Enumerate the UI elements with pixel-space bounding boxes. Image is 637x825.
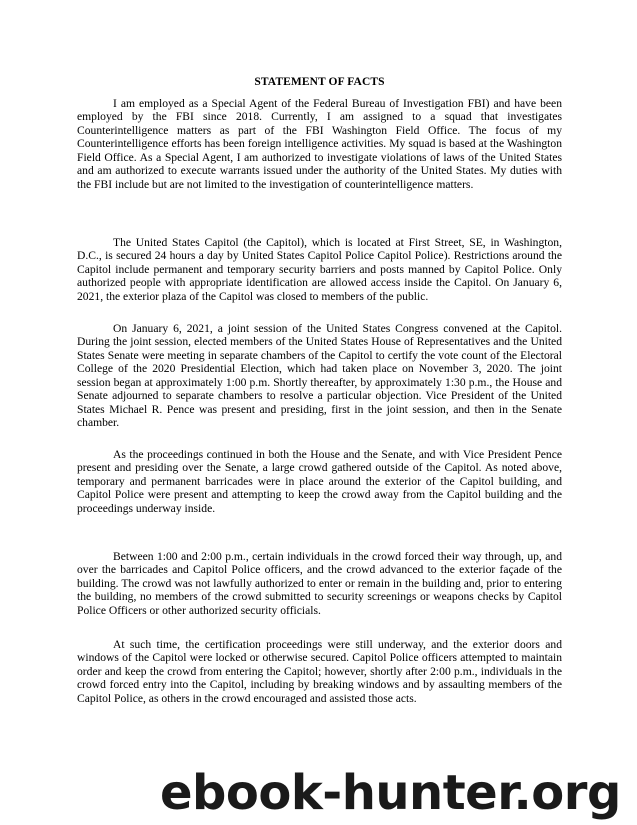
document-title: STATEMENT OF FACTS xyxy=(254,76,385,88)
paragraph-forced-entry: At such time, the certification proceedings were still underway, and the exterior doors and windows of the Capitol were locked or otherwise secured. Capitol Police officers attempted to maintain order and keep the crowd from entering the Capitol; however, shortly after 2:00 p.m., individuals in the crowd forced entry into the Capitol, including by breaking windows and by assaulting members of the Capitol Police, as others in the crowd encouraged and assisted those acts. xyxy=(77,638,562,705)
watermark: ebook-hunter.org xyxy=(160,765,621,821)
paragraph-capitol-security: The United States Capitol (the Capitol), which is located at First Street, SE, in Washington, D.C., is secured 24 hours a day by United States Capitol Police Capitol Police). Restrictions around the Capitol include permanent and temporary security barriers and posts manned by Capitol Police. Only authorized people with appropriate identification are allowed access inside the Capitol. On January 6, 2021, the exterior plaza of the Capitol was closed to members of the public. xyxy=(77,236,562,303)
paragraph-joint-session: On January 6, 2021, a joint session of the United States Congress convened at the Capitol. During the joint session, elected members of the United States House of Representatives and the United States Senate were meeting in separate chambers of the Capitol to certify the vote count of the Electoral College of the 2020 Presidential Election, which had taken place on November 3, 2020. The joint session began at approximately 1:00 p.m. Shortly thereafter, by approximately 1:30 p.m., the House and Senate adjourned to separate chambers to resolve a particular objection. Vice President of the United States Michael R. Pence was present and presiding, first in the joint session, and then in the Senate chamber. xyxy=(77,322,562,430)
paragraph-agent-background: I am employed as a Special Agent of the Federal Bureau of Investigation FBI) and have been employed by the FBI since 2018. Currently, I am assigned to a squad that investigates Counterintelligence matters as part of the FBI Washington Field Office. The focus of my Counterintelligence efforts has been foreign intelligence activities. My squad is based at the Washington Field Office. As a Special Agent, I am authorized to investigate violations of laws of the United States and am authorized to execute warrants issued under the authority of the United States. My duties with the FBI include but are not limited to the investigation of counterintelligence matters. xyxy=(77,97,562,191)
paragraph-barricades-breached: Between 1:00 and 2:00 p.m., certain individuals in the crowd forced their way through, up, and over the barricades and Capitol Police officers, and the crowd advanced to the exterior façade of the building. The crowd was not lawfully authorized to enter or remain in the building and, prior to entering the building, no members of the crowd submitted to security screenings or weapons checks by Capitol Police Officers or other authorized security officials. xyxy=(77,550,562,617)
document-page xyxy=(77,0,562,825)
paragraph-crowd-gathered: As the proceedings continued in both the House and the Senate, and with Vice President Pence present and presiding over the Senate, a large crowd gathered outside of the Capitol. As noted above, temporary and permanent barricades were in place around the exterior of the Capitol building, and Capitol Police were present and attempting to keep the crowd away from the Capitol building and the proceedings underway inside. xyxy=(77,448,562,515)
